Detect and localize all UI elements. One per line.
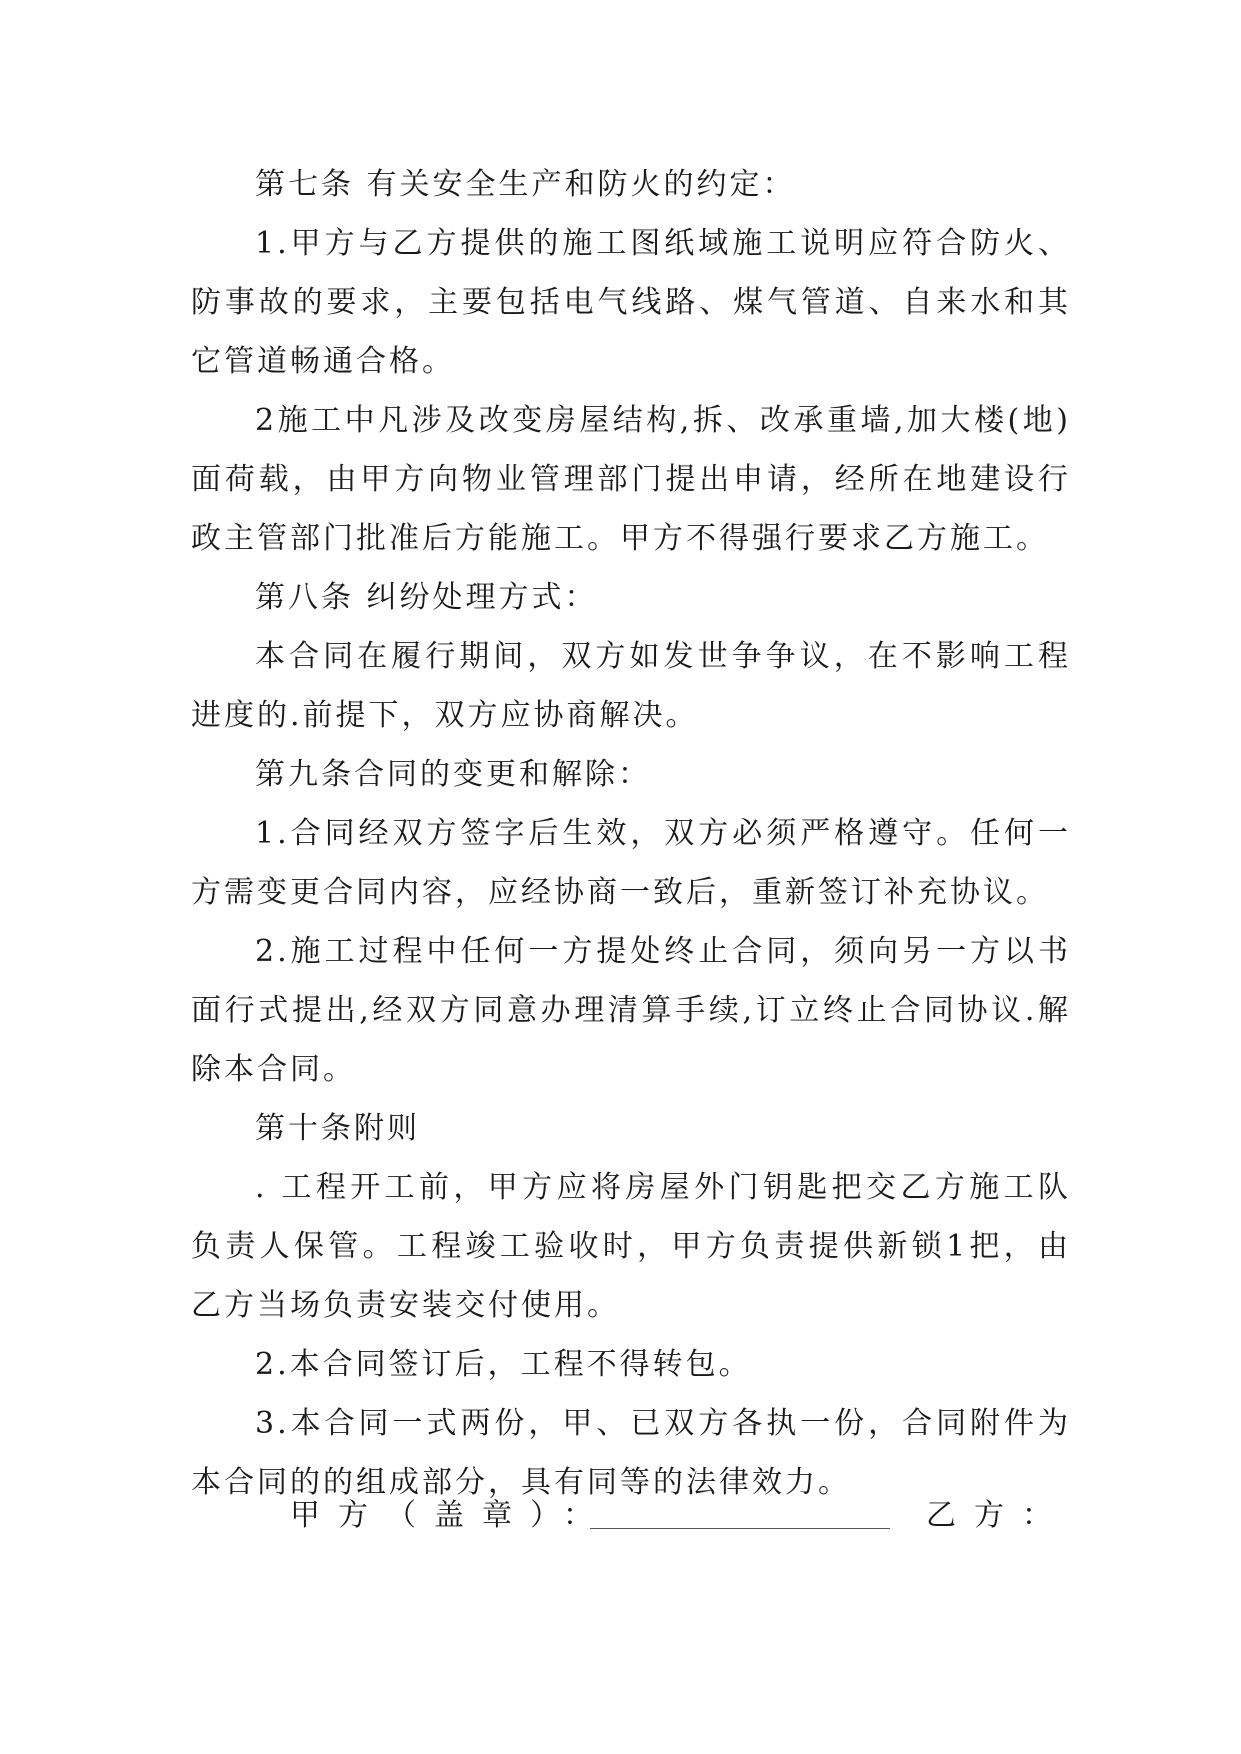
signature-row	[290, 1490, 1070, 1550]
article-10-clause-2: 2.本合同签订后，工程不得转包。	[255, 1347, 752, 1382]
article-9-clause-2: 2.施工过程中任何一方提处终止合同，须向另一方以书面行式提出,经双方同意办理清算手续,订立终止合同协议.解除本合同。	[191, 934, 1071, 1087]
party-a-signature-line	[590, 1528, 890, 1529]
article-7-clause-1: 1.甲方与乙方提供的施工图纸域施工说明应符合防火、防事故的要求，主要包括电气线路、煤气管道、自来水和其它管道畅通合格。	[191, 226, 1071, 379]
party-b-label: 乙方：	[926, 1498, 1070, 1533]
article-7-heading: 第七条 有关安全生产和防火的约定：	[255, 167, 796, 202]
contract-body	[191, 155, 1071, 1512]
party-a-seal-label: 甲方（盖章）：	[290, 1498, 611, 1533]
article-8-heading: 第八条 纠纷处理方式：	[255, 580, 598, 615]
article-7-clause-2: 2施工中凡涉及改变房屋结构,拆、改承重墙,加大楼(地)面荷载，由甲方向物业管理部门提出申请，经所在地建设行政主管部门批准后方能施工。甲方不得强行要求乙方施工。	[191, 403, 1071, 556]
article-10-clause-3: 3.本合同一式两份，甲、已双方各执一份，合同附件为本合同的的组成部分，具有同等的法律效力。	[191, 1406, 1071, 1500]
article-8-body: 本合同在履行期间，双方如发世争争议，在不影响工程进度的.前提下，双方应协商解决。	[191, 639, 1071, 733]
article-9-clause-1: 1.合同经双方签字后生效，双方必须严格遵守。任何一方需变更合同内容，应经协商一致后，重新签订补充协议。	[191, 816, 1071, 910]
article-10-heading: 第十条附则	[255, 1111, 420, 1146]
article-10-clause-1: . 工程开工前，甲方应将房屋外门钥匙把交乙方施工队负责人保管。工程竣工验收时，甲方负责提供新锁1把，由乙方当场负责安装交付使用。	[191, 1170, 1071, 1323]
article-9-heading: 第九条合同的变更和解除：	[255, 757, 651, 792]
